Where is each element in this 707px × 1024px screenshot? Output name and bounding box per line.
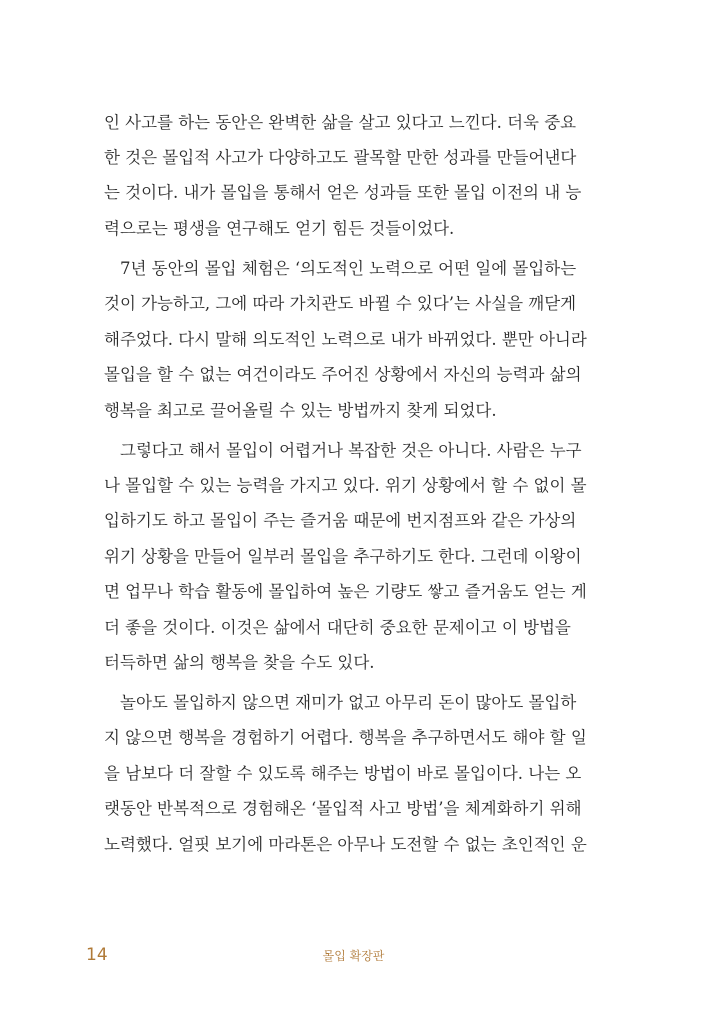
text-line: 7년 동안의 몰입 체험은 ‘의도적인 노력으로 어떤 일에 몰입하는: [120, 259, 577, 278]
text-line: 인 사고를 하는 동안은 완벽한 삶을 살고 있다고 느낀다. 더욱 중요: [104, 113, 577, 132]
text-line: 놀아도 몰입하지 않으면 재미가 없고 아무리 돈이 많아도 몰입하: [120, 693, 577, 712]
text-line: 면 업무나 학습 활동에 몰입하여 높은 기량도 쌓고 즐거움도 얻는 게: [104, 582, 587, 601]
text-line: 것이 가능하고, 그에 따라 가치관도 바뀔 수 있다’는 사실을 깨닫게: [104, 294, 577, 313]
text-line: 지 않으면 행복을 경험하기 어렵다. 행복을 추구하면서도 해야 할 일: [104, 728, 587, 747]
text-line: 해주었다. 다시 말해 의도적인 노력으로 내가 바뀌었다. 뿐만 아니라: [104, 330, 587, 349]
text-line: 몰입을 할 수 없는 여건이라도 주어진 상황에서 자신의 능력과 삶의: [104, 365, 582, 384]
page-number: 14: [86, 945, 108, 965]
text-line: 더 좋을 것이다. 이것은 삶에서 대단히 중요한 문제이고 이 방법을: [104, 618, 571, 637]
text-line: 한 것은 몰입적 사고가 다양하고도 괄목할 만한 성과를 만들어낸다: [104, 148, 577, 167]
text-line: 터득하면 삶의 행복을 찾을 수도 있다.: [104, 653, 375, 672]
text-line: 력으로는 평생을 연구해도 얻기 힘든 것들이었다.: [104, 219, 455, 238]
text-line: 는 것이다. 내가 몰입을 통해서 얻은 성과들 또한 몰입 이전의 내 능: [104, 183, 582, 202]
text-line: 그렇다고 해서 몰입이 어렵거나 복잡한 것은 아니다. 사람은 누구: [120, 441, 582, 460]
text-line: 랫동안 반복적으로 경험해온 ‘몰입적 사고 방법’을 체계화하기 위해: [104, 799, 582, 818]
text-line: 을 남보다 더 잘할 수 있도록 해주는 방법이 바로 몰입이다. 나는 오: [104, 764, 582, 783]
text-line: 행복을 최고로 끌어올릴 수 있는 방법까지 찾게 되었다.: [104, 401, 497, 420]
running-footer-title: 몰입 확장판: [322, 949, 385, 963]
text-line: 노력했다. 얼핏 보기에 마라톤은 아무나 도전할 수 없는 초인적인 운: [104, 835, 587, 854]
text-line: 나 몰입할 수 있는 능력을 가지고 있다. 위기 상황에서 할 수 없이 몰: [104, 476, 587, 495]
text-line: 입하기도 하고 몰입이 주는 즐거움 때문에 번지점프와 같은 가상의: [104, 511, 577, 530]
text-line: 위기 상황을 만들어 일부러 몰입을 추구하기도 한다. 그런데 이왕이: [104, 547, 582, 566]
